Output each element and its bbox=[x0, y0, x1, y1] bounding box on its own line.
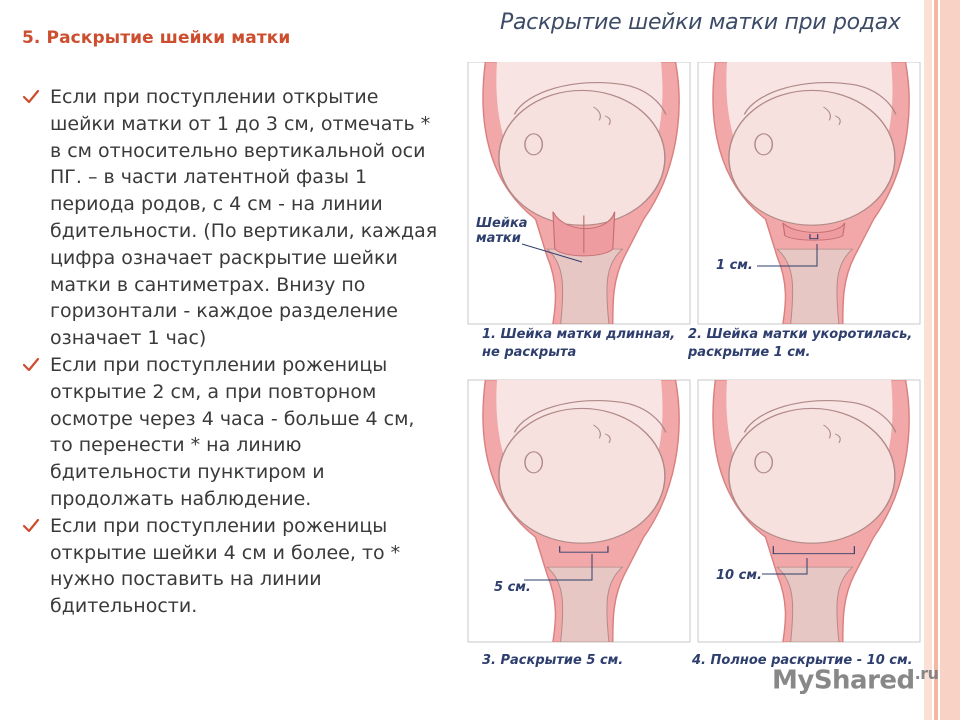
list-item bbox=[22, 352, 482, 513]
cervix-dilation-figure bbox=[462, 62, 932, 682]
panel-2-measure: 1 см. bbox=[716, 258, 753, 273]
watermark bbox=[772, 664, 939, 696]
panel-4-measure: 10 см. bbox=[716, 568, 762, 583]
cervix-label: Шейка матки bbox=[476, 216, 528, 246]
checkmark-icon bbox=[22, 356, 40, 374]
figure-title: Раскрытие шейки матки при родах bbox=[500, 10, 901, 35]
bullet-text: Если при поступлении роженицы открытие шейки 4 см и более, то * нужно поставить на линии бдительности. bbox=[50, 514, 401, 618]
cervix-illustration bbox=[462, 62, 932, 682]
checkmark-icon bbox=[22, 88, 40, 106]
checkmark-icon bbox=[22, 517, 40, 535]
slide-heading: 5. Раскрытие шейки матки bbox=[22, 28, 291, 48]
panel-3-measure: 5 см. bbox=[494, 580, 531, 595]
list-item bbox=[22, 84, 482, 352]
bullet-list bbox=[22, 84, 482, 620]
bullet-text: Если при поступлении открытие шейки матки от 1 до 3 см, отмечать * в см относительно вертикальной оси ПГ. – в части латентной фазы 1 периода родов, с 4 см - на линии бдительности. (По вертикали, каждая цифра означает раскрытие шейки матки в сантиметрах. Внизу по горизонтали - каждое разделение означает 1 час) bbox=[50, 86, 438, 350]
panel-3-caption: 3. Раскрытие 5 см. bbox=[482, 653, 624, 668]
panel-4-caption: 4. Полное раскрытие - 10 см. bbox=[692, 653, 913, 668]
panel-2-caption: 2. Шейка матки укоротилась, раскрытие 1 см. bbox=[688, 327, 913, 360]
watermark-text: MyShared bbox=[772, 665, 915, 696]
panel-1-caption: 1. Шейка матки длинная, не раскрыта bbox=[482, 327, 676, 360]
watermark-suffix: .ru bbox=[914, 664, 939, 683]
bullet-text: Если при поступлении роженицы открытие 2 см, а при повторном осмотре через 4 часа - больше 4 см, то перенести * на линию бдительности пунктиром и продолжать наблюдение. bbox=[50, 353, 415, 510]
list-item bbox=[22, 513, 482, 620]
